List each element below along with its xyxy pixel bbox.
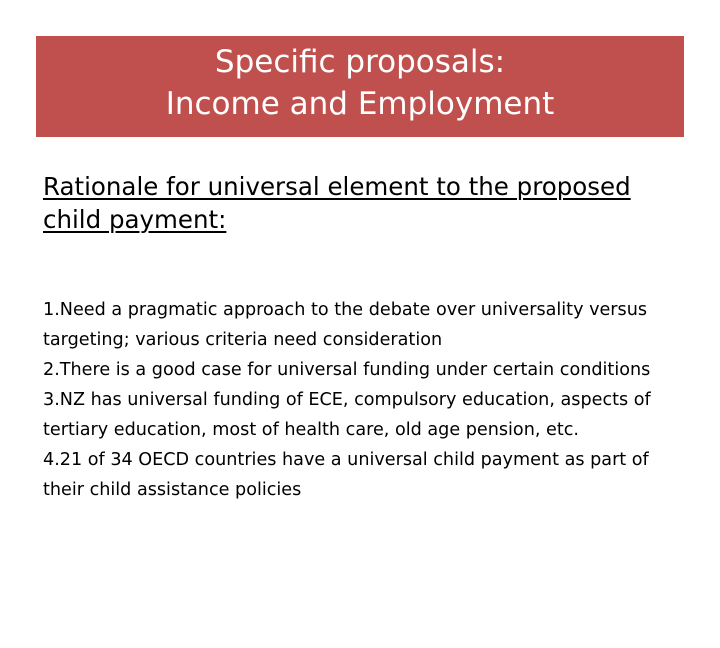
rationale-point-2: 2.There is a good case for universal funding under certain conditions — [43, 360, 651, 380]
rationale-point-1: 1.Need a pragmatic approach to the debate over universality versus targeting; various criteria need consideration — [43, 300, 648, 350]
rationale-heading: Rationale for universal element to the proposed child payment: — [43, 172, 631, 234]
slide-title-line-1: Specific proposals: — [214, 44, 506, 80]
slide-title-line-2: Income and Employment — [165, 86, 555, 122]
rationale-point-4: 4.21 of 34 OECD countries have a universal child payment as part of their child assistance policies — [43, 450, 649, 500]
rationale-point-3: 3.NZ has universal funding of ECE, compulsory education, aspects of tertiary education, most of health care, old age pension, etc. — [43, 390, 651, 440]
title-banner — [36, 36, 684, 137]
rationale-list — [43, 295, 693, 505]
